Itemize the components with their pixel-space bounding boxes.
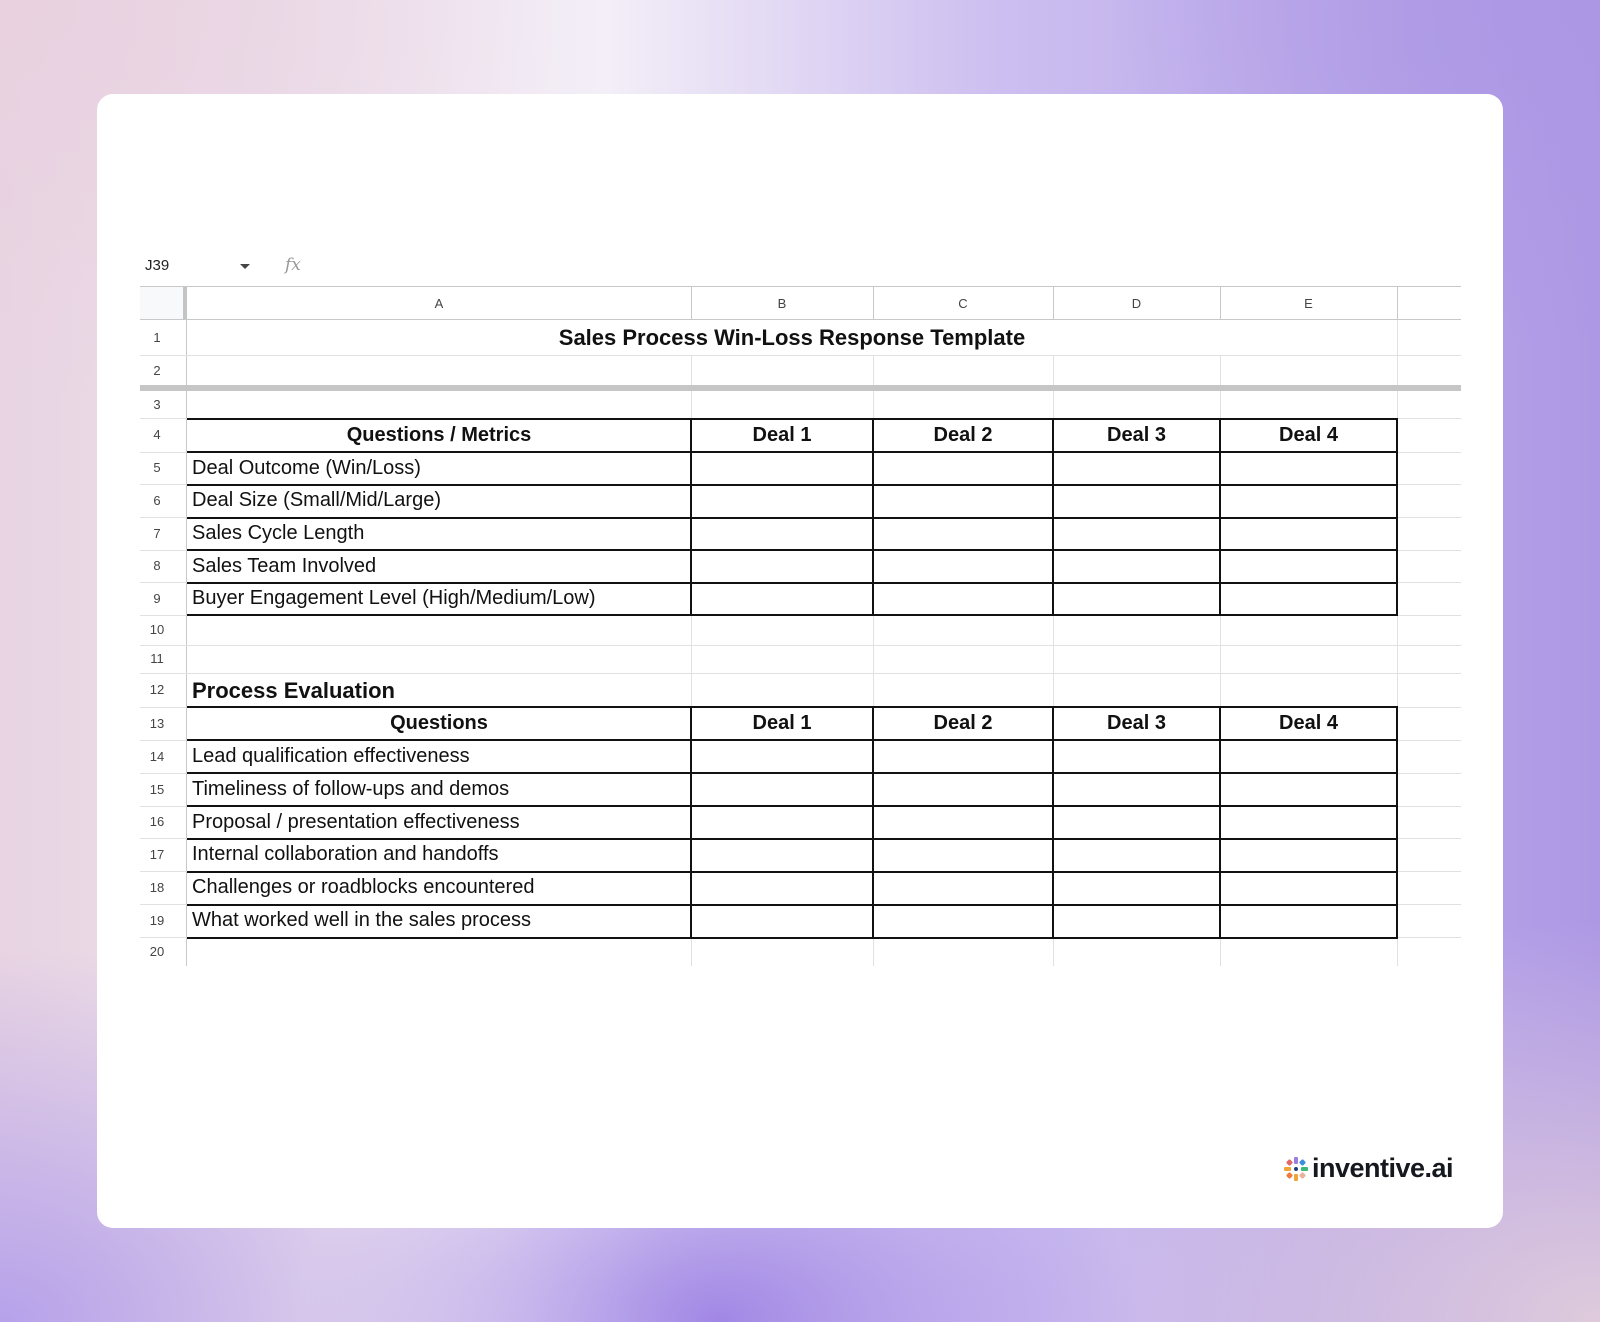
table1-row-label[interactable]: Deal Outcome (Win/Loss) xyxy=(192,456,421,479)
col-sep xyxy=(1053,287,1054,320)
table1-row-label[interactable]: Sales Cycle Length xyxy=(192,522,365,544)
table2-cell[interactable] xyxy=(1053,740,1220,773)
select-all-corner[interactable] xyxy=(140,287,183,320)
row-header-14[interactable]: 14 xyxy=(149,749,165,764)
row-header-8[interactable]: 8 xyxy=(153,558,161,573)
table1-cell[interactable] xyxy=(873,550,1053,582)
table2-border xyxy=(187,871,1398,873)
table2-cell[interactable] xyxy=(1220,773,1397,806)
row-header-12[interactable]: 12 xyxy=(149,682,165,697)
inventive-logo xyxy=(1284,1153,1453,1184)
table1-cell[interactable] xyxy=(873,484,1053,517)
table1-cell[interactable] xyxy=(1220,517,1397,550)
table1-border xyxy=(1052,418,1054,616)
row-header-20[interactable]: 20 xyxy=(149,944,165,959)
table1-border xyxy=(1219,418,1221,616)
name-box-dropdown-icon[interactable] xyxy=(240,264,250,269)
table1-header-deal-2[interactable]: Deal 2 xyxy=(933,423,993,446)
table2-header-deal-2[interactable]: Deal 2 xyxy=(933,712,993,734)
table1-border xyxy=(187,517,1398,519)
table2-cell[interactable] xyxy=(1220,806,1397,838)
table1-cell[interactable] xyxy=(1220,582,1397,615)
table2-border xyxy=(187,805,1398,807)
table1-cell[interactable] xyxy=(873,517,1053,550)
table1-cell[interactable] xyxy=(691,517,873,550)
table2-cell[interactable] xyxy=(691,871,873,904)
row-header-6[interactable]: 6 xyxy=(153,493,161,508)
table2-header-deal-4[interactable]: Deal 4 xyxy=(1279,712,1338,734)
name-box[interactable]: J39 xyxy=(145,257,170,274)
table2-row-label[interactable]: Proposal / presentation effectiveness xyxy=(192,810,520,833)
table1-header-deal-3[interactable]: Deal 3 xyxy=(1107,423,1166,446)
table2-border xyxy=(872,706,874,939)
row-header-16[interactable]: 16 xyxy=(149,814,165,829)
row-header-19[interactable]: 19 xyxy=(149,913,165,928)
table2-cell[interactable] xyxy=(873,871,1053,904)
col-sep xyxy=(691,287,692,320)
gridline-h xyxy=(140,645,1461,646)
table2-cell[interactable] xyxy=(873,806,1053,838)
table2-border xyxy=(690,706,692,939)
inventive-burst-icon xyxy=(1284,1157,1308,1181)
column-header-e[interactable]: E xyxy=(1304,296,1313,311)
table1-border xyxy=(872,418,874,616)
table2-border xyxy=(187,739,1398,741)
table2-cell[interactable] xyxy=(1053,904,1220,937)
table1-cell[interactable] xyxy=(1053,484,1220,517)
table1-row-label[interactable]: Buyer Engagement Level (High/Medium/Low) xyxy=(192,587,596,609)
table2-header-questions[interactable]: Questions xyxy=(390,712,488,734)
row-header-11[interactable]: 11 xyxy=(150,651,164,666)
row-header-1[interactable]: 1 xyxy=(153,330,161,345)
row-header-15[interactable]: 15 xyxy=(149,782,165,797)
table1-border xyxy=(187,614,1398,616)
table1-cell[interactable] xyxy=(691,550,873,582)
formula-fx-icon: fx xyxy=(285,255,301,275)
table2-border xyxy=(187,772,1398,774)
row-header-13[interactable]: 13 xyxy=(149,716,165,731)
table1-cell[interactable] xyxy=(1053,517,1220,550)
table2-cell[interactable] xyxy=(691,838,873,871)
table2-row-label[interactable]: Internal collaboration and handoffs xyxy=(192,843,499,865)
table1-border xyxy=(187,549,1398,551)
table1-cell[interactable] xyxy=(691,452,873,484)
row-header-7[interactable]: 7 xyxy=(153,526,161,541)
table2-cell[interactable] xyxy=(691,806,873,838)
table1-cell[interactable] xyxy=(1220,484,1397,517)
table2-cell[interactable] xyxy=(1220,904,1397,937)
table1-row-label[interactable]: Deal Size (Small/Mid/Large) xyxy=(192,489,441,511)
table2-border xyxy=(187,706,1398,708)
table2-header-deal-3[interactable]: Deal 3 xyxy=(1107,712,1166,734)
table2-row-label[interactable]: What worked well in the sales process xyxy=(192,909,532,931)
table2-cell[interactable] xyxy=(691,773,873,806)
table1-header-questions[interactable]: Questions / Metrics xyxy=(346,423,532,446)
table1-row-label[interactable]: Sales Team Involved xyxy=(192,554,377,577)
table1-border xyxy=(1396,418,1398,616)
table1-border xyxy=(187,451,1398,453)
table1-cell[interactable] xyxy=(1053,452,1220,484)
table1-cell[interactable] xyxy=(873,452,1053,484)
row-header-2[interactable]: 2 xyxy=(153,363,161,378)
table2-border xyxy=(187,838,1398,840)
row-header-17[interactable]: 17 xyxy=(149,847,165,862)
table2-cell[interactable] xyxy=(873,773,1053,806)
table2-border xyxy=(1052,706,1054,939)
table2-cell[interactable] xyxy=(691,904,873,937)
column-header-d[interactable]: D xyxy=(1131,296,1142,311)
table1-cell[interactable] xyxy=(1220,550,1397,582)
table1-cell[interactable] xyxy=(691,582,873,615)
table1-cell[interactable] xyxy=(1053,550,1220,582)
row-header-10[interactable]: 10 xyxy=(149,622,165,637)
col-sep xyxy=(1220,287,1221,320)
table1-border xyxy=(690,418,692,616)
table2-header-deal-1[interactable]: Deal 1 xyxy=(752,712,812,734)
table2-cell[interactable] xyxy=(873,838,1053,871)
table2-row-label[interactable]: Timeliness of follow-ups and demos xyxy=(192,778,510,800)
table2-cell[interactable] xyxy=(1053,806,1220,838)
table1-header-deal-1[interactable]: Deal 1 xyxy=(752,423,812,446)
column-header-b[interactable]: B xyxy=(777,296,787,311)
logo-text: inventive.ai xyxy=(1312,1153,1454,1183)
table1-border xyxy=(187,484,1398,486)
table1-cell[interactable] xyxy=(1053,582,1220,615)
table1-border xyxy=(187,418,1398,420)
table1-border xyxy=(187,582,1398,584)
formula-input[interactable] xyxy=(312,254,1452,278)
row-header-9[interactable]: 9 xyxy=(153,591,161,606)
row-header-4[interactable]: 4 xyxy=(153,427,161,442)
table2-row-label[interactable]: Challenges or roadblocks encountered xyxy=(192,876,535,898)
table2-cell[interactable] xyxy=(1053,773,1220,806)
col-sep xyxy=(1397,287,1398,320)
row-header-18[interactable]: 18 xyxy=(149,880,165,895)
table2-border xyxy=(1396,706,1398,939)
table2-cell[interactable] xyxy=(1220,871,1397,904)
row-header-5[interactable]: 5 xyxy=(153,460,161,475)
table2-cell[interactable] xyxy=(1053,838,1220,871)
column-header-c[interactable]: C xyxy=(958,296,968,311)
section-title-process-evaluation[interactable]: Process Evaluation xyxy=(192,678,395,703)
table2-row-label[interactable]: Lead qualification effectiveness xyxy=(192,745,470,767)
frozen-rows-divider[interactable] xyxy=(140,385,1461,391)
table1-cell[interactable] xyxy=(691,484,873,517)
row-header-3[interactable]: 3 xyxy=(153,397,161,412)
table2-cell[interactable] xyxy=(873,904,1053,937)
sheet-title-cell[interactable]: Sales Process Win-Loss Response Template xyxy=(558,325,1026,350)
table1-header-deal-4[interactable]: Deal 4 xyxy=(1279,423,1338,446)
table2-border xyxy=(1219,706,1221,939)
table2-border xyxy=(187,904,1398,906)
table1-cell[interactable] xyxy=(1220,452,1397,484)
table2-border xyxy=(187,937,1398,939)
table1-cell[interactable] xyxy=(873,582,1053,615)
table2-cell[interactable] xyxy=(873,740,1053,773)
table2-cell[interactable] xyxy=(1220,838,1397,871)
column-header-a[interactable]: A xyxy=(434,296,444,311)
table2-cell[interactable] xyxy=(691,740,873,773)
col-sep xyxy=(873,287,874,320)
table2-cell[interactable] xyxy=(1220,740,1397,773)
table2-cell[interactable] xyxy=(1053,871,1220,904)
